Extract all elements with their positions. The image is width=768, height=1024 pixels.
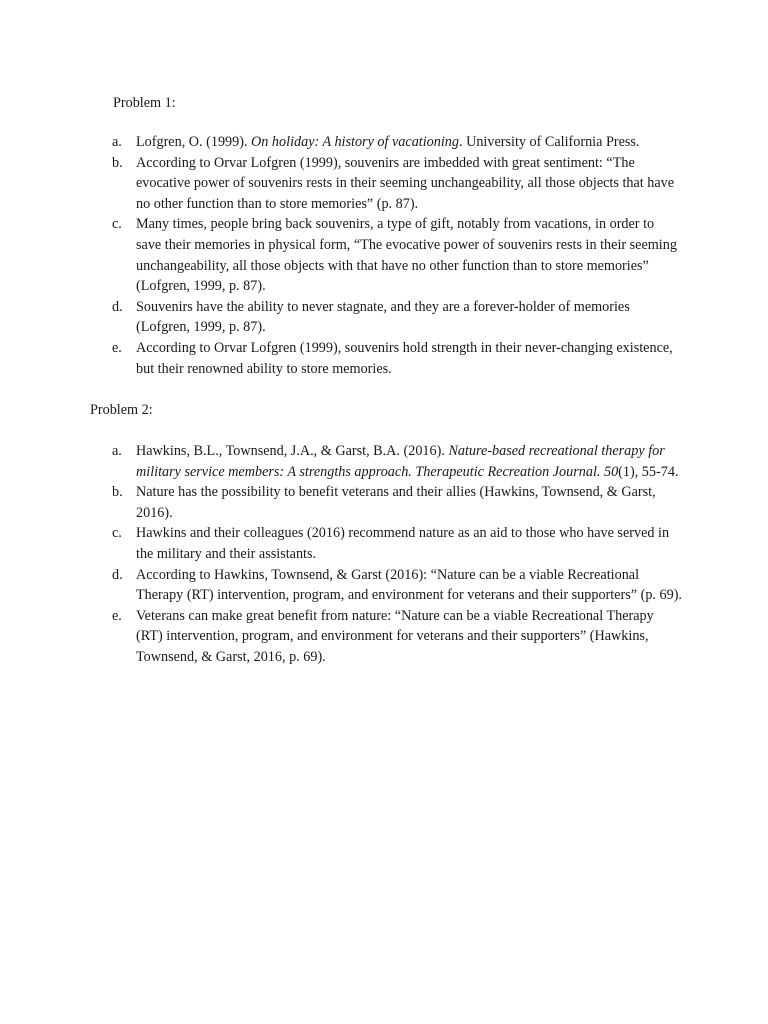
- list-item-marker: b.: [112, 154, 123, 171]
- list-item-marker: a.: [112, 443, 122, 459]
- problem-1-heading: Problem 1:: [113, 95, 176, 111]
- list-item-text: [136, 132, 682, 153]
- list-item: [112, 132, 682, 153]
- list-item-marker: c.: [112, 525, 122, 542]
- list-item-marker: d.: [112, 298, 123, 315]
- list-item-text: [136, 297, 682, 338]
- list-item-marker: c.: [112, 216, 122, 233]
- problem-1-list: [112, 132, 682, 379]
- list-item-marker: d.: [112, 566, 123, 583]
- text-segment: Veterans can make great benefit from nature: “Nature can be a viable Recreational Therapy (RT) intervention, program, and environment for veterans and their supporters” (Hawkins, Townsend, & Garst, 2016, p. 69).: [136, 607, 654, 665]
- text-segment: Lofgren, O. (1999).: [136, 134, 252, 150]
- text-segment: According to Hawkins, Townsend, & Garst (2016): “Nature can be a viable Recreational Therapy (RT) intervention, program, and environment for veterans and their supporters” (p. 69).: [136, 566, 682, 604]
- italic-text-segment: On holiday: A history of vacationing: [251, 134, 459, 150]
- list-item: [112, 606, 682, 668]
- list-item-text: [136, 565, 682, 606]
- text-segment: According to Orvar Lofgren (1999), souvenirs hold strength in their never-changing existence, but their renowned ability to store memories.: [136, 339, 673, 377]
- italic-text-segment: Nature-based recreational therapy for military service members: A strengths approach. Therapeutic Recreation Journal. 50: [136, 443, 665, 480]
- list-item-text: [136, 441, 682, 482]
- list-item-marker: b.: [112, 484, 123, 501]
- list-item: [112, 523, 682, 564]
- list-item: [112, 214, 682, 296]
- text-segment: According to Orvar Lofgren (1999), souvenirs are imbedded with great sentiment: “The evocative power of souvenirs rests in their seeming unchangeability, all those objects that have no other function than to store memories” (p. 87).: [136, 154, 675, 212]
- list-item-text: [136, 523, 682, 564]
- list-item-text: [136, 606, 682, 668]
- list-item-text: [136, 153, 682, 215]
- text-segment: . University of California Press.: [458, 134, 640, 150]
- list-item: [112, 441, 682, 482]
- list-item-marker: a.: [112, 134, 122, 150]
- text-segment: Many times, people bring back souvenirs, a type of gift, notably from vacations, in order to save their memories in physical form, “The evocative power of souvenirs rests in their seeming unchangeability, all those objects with that have no other function than to store memories” (Lofgren, 1999, p. 87).: [136, 216, 677, 295]
- problem-2-heading: Problem 2:: [90, 402, 153, 418]
- list-item: [112, 338, 682, 379]
- text-segment: Souvenirs have the ability to never stagnate, and they are a forever-holder of memories (Lofgren, 1999, p. 87).: [136, 298, 630, 336]
- text-segment: Nature has the possibility to benefit veterans and their allies (Hawkins, Townsend, & Garst, 2016).: [136, 484, 656, 521]
- text-segment: (1), 55-74.: [618, 463, 679, 480]
- list-item-marker: e.: [112, 607, 122, 624]
- list-item: [112, 297, 682, 338]
- problem-2-list: [112, 441, 682, 668]
- list-item-text: [136, 338, 682, 379]
- list-item: [112, 153, 682, 215]
- list-item-text: [136, 482, 682, 523]
- list-item-text: [136, 214, 682, 296]
- list-item: [112, 565, 682, 606]
- text-segment: Hawkins and their colleagues (2016) recommend nature as an aid to those who have served in the military and their assistants.: [136, 525, 670, 562]
- list-item: [112, 482, 682, 523]
- list-item-marker: e.: [112, 339, 122, 356]
- text-segment: Hawkins, B.L., Townsend, J.A., & Garst, B.A. (2016).: [136, 443, 449, 459]
